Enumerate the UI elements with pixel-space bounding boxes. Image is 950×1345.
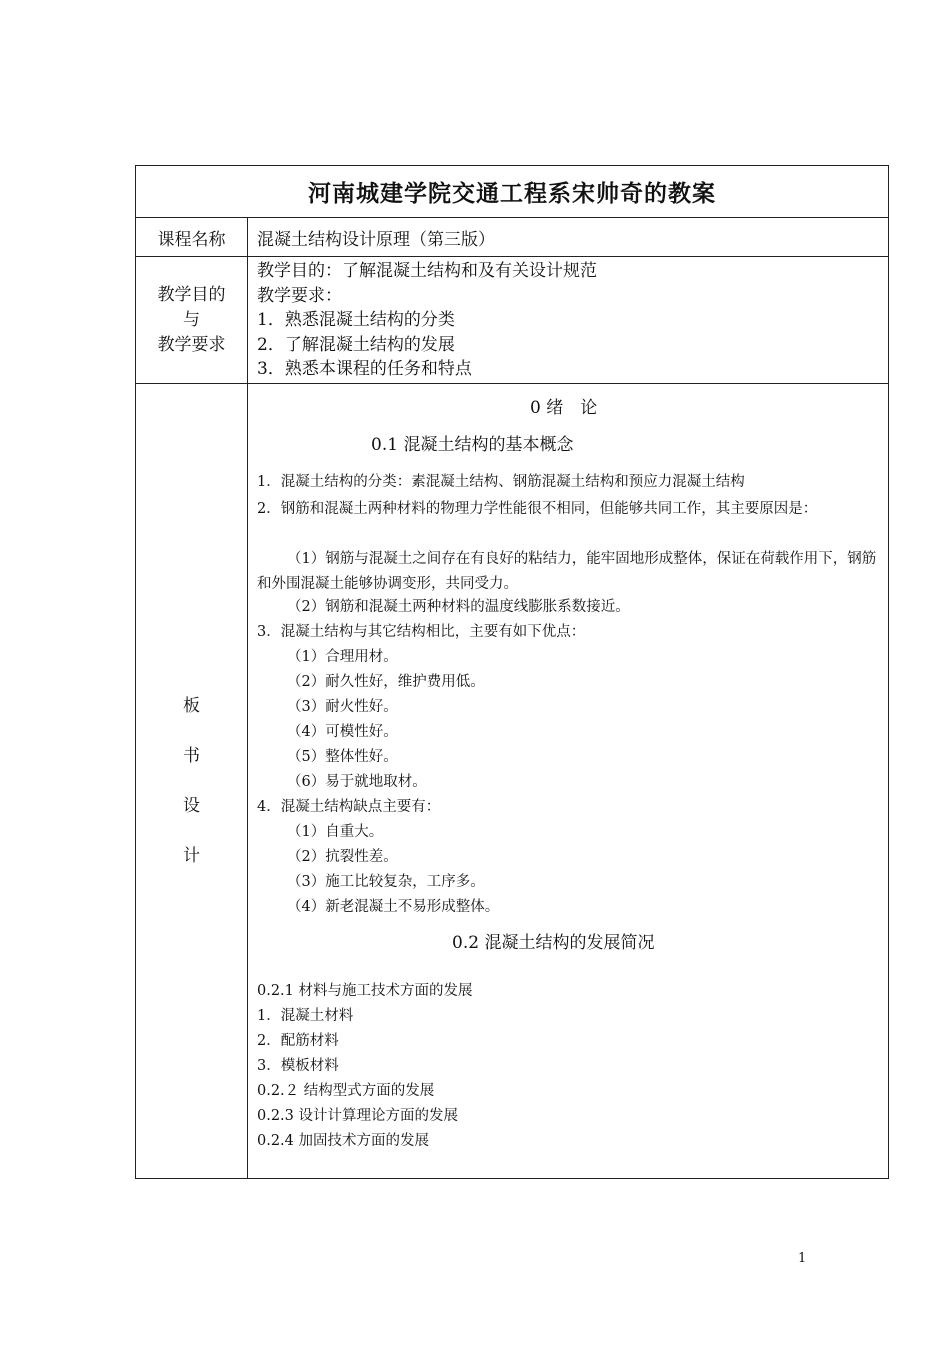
subsection-title: 0.2.3 设计计算理论方面的发展 [257,1108,459,1124]
board-label-char: 设 [183,796,200,816]
paragraph: 3．混凝土结构与其它结构相比，主要有如下优点： [257,624,586,640]
list-item: （4）新老混凝土不易形成整体。 [287,899,500,915]
course-label: 课程名称 [136,218,248,256]
requirement-item: 3．熟悉本课程的任务和特点 [257,359,472,379]
list-item: （6）易于就地取材。 [287,774,427,790]
subsection-title: 0.2.4 加固技术方面的发展 [257,1133,430,1149]
requirement-item: 1．熟悉混凝土结构的分类 [257,310,455,330]
goals-label-line: 教学目的 [157,284,226,305]
course-value: 混凝土结构设计原理（第三版） [257,229,495,250]
requirements-heading: 教学要求： [257,285,342,306]
title-row [136,166,888,217]
list-item: （4）可模性好。 [287,724,398,740]
list-item: 3．模板材料 [257,1058,339,1074]
page-title: 河南城建学院交通工程系宋帅奇的教案 [308,180,716,207]
list-item: （1）自重大。 [287,824,384,840]
subsection-title: 0.2.２ 结构型式方面的发展 [257,1083,435,1099]
board-label-char: 计 [183,846,200,866]
teaching-purpose: 教学目的：了解混凝土结构和及有关设计规范 [257,261,597,281]
list-item: 2．配筋材料 [257,1033,339,1049]
paragraph: （2）钢筋和混凝土两种材料的温度线膨胀系数接近。 [287,599,630,615]
paragraph: 1．混凝土结构的分类：素混凝土结构、钢筋混凝土结构和预应力混凝土结构 [257,474,745,490]
list-item: （5）整体性好。 [287,749,398,765]
paragraph: （1）钢筋与混凝土之间存在有良好的粘结力，能牢固地形成整体，保证在荷载作用下，钢筋和外围混凝土能够协调变形，共同受力。 [257,551,877,592]
goals-label-line: 教学要求 [157,334,226,355]
list-item: （1）合理用材。 [287,649,398,665]
page-number: 1 [798,1251,807,1266]
board-design-content [248,384,888,1178]
board-label-char: 书 [183,746,200,766]
goals-label-line: 与 [183,309,200,330]
paragraph: 2．钢筋和混凝土两种材料的物理力学性能很不相同，但能够共同工作，其主要原因是： [257,501,818,517]
paragraph: 4．混凝土结构缺点主要有： [257,799,441,815]
board-label-char: 板 [183,696,200,716]
board-design-row [136,383,888,1178]
section-title: 0.2 混凝土结构的发展简况 [452,933,655,953]
requirement-item: 2．了解混凝土结构的发展 [257,334,455,355]
subsection-title: 0.2.1 材料与施工技术方面的发展 [257,983,473,999]
list-item: （2）抗裂性差。 [287,849,398,865]
list-item: （2）耐久性好，维护费用低。 [287,674,485,690]
board-design-label [136,384,248,1178]
goals-label [136,257,248,383]
lesson-plan-table [135,165,889,1179]
goals-row [136,256,888,383]
course-row [136,217,888,256]
list-item: 1．混凝土材料 [257,1008,354,1024]
section-title: 0.1 混凝土结构的基本概念 [371,435,574,455]
list-item: （3）施工比较复杂，工序多。 [287,874,485,890]
list-item: （3）耐火性好。 [287,699,398,715]
chapter-heading: 0 绪 论 [530,398,598,418]
goals-content [248,257,888,383]
